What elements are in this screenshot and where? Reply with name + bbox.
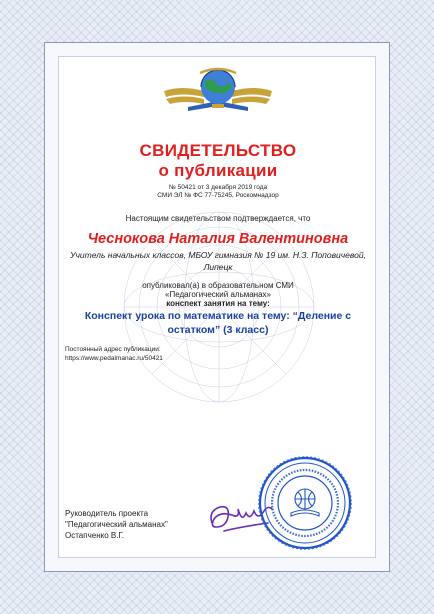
media-name: «Педагогический альманах»: [165, 290, 271, 299]
media-license: СМИ ЭЛ № ФС 77-75245, Роскомнадзор: [157, 192, 279, 199]
footer-role: Руководитель проекта: [65, 509, 149, 518]
certificate-page: [58, 56, 376, 558]
certificate-subtitle: о публикации: [158, 161, 278, 180]
globe-book-emblem-icon: [160, 61, 276, 121]
address-url[interactable]: https://www.pedalmanac.ru/50421: [65, 355, 163, 362]
address-label: Постоянный адрес публикации:: [65, 346, 161, 353]
publication-topic: Конспект урока по математике на тему: “Деление с остатком” (3 класс): [84, 310, 352, 336]
person-job: Учитель начальных классов, МБОУ гимназия № 19 им. Н.З. Поповичевой, Липецк: [70, 250, 366, 272]
round-seal-icon: [257, 455, 353, 551]
published-text: опубликовал(а) в образовательном СМИ: [142, 281, 294, 290]
confirmation-text: Настоящим свидетельством подтверждается, что: [125, 214, 311, 223]
person-name: Чеснокова Наталия Валентиновна: [87, 231, 349, 247]
work-type: конспект занятия на тему:: [166, 299, 270, 308]
footer-project: "Педагогический альманах": [65, 520, 168, 529]
registration-number: № 50421 от 3 декабря 2019 года: [168, 184, 268, 191]
footer-signer: Остапченко В.Г.: [65, 531, 125, 540]
certificate-title: СВИДЕТЕЛЬСТВО: [139, 141, 297, 160]
